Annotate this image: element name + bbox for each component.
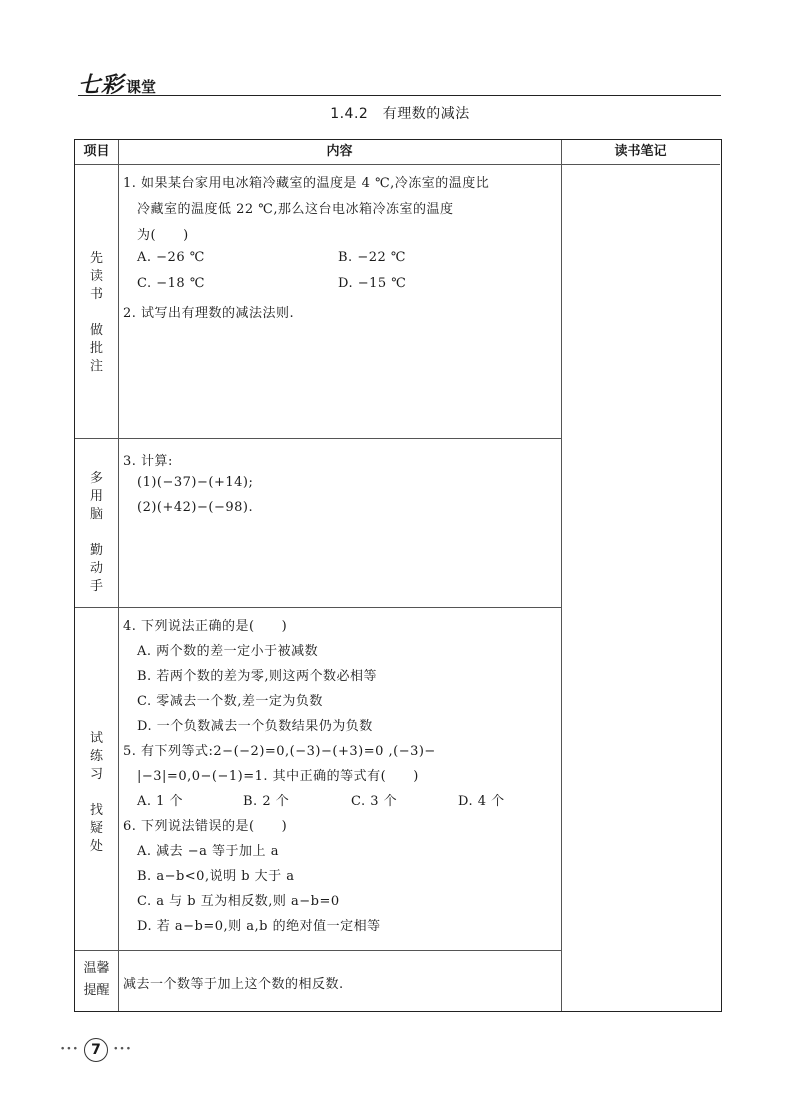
question-3-part-1: (1)(−37)−(+14); [137,475,254,490]
question-4-stem: 4. 下列说法正确的是( ) [123,619,288,634]
row-divider [75,438,561,439]
footer-dots: ••• [60,1044,79,1055]
choice-d: D. 若 a−b=0,则 a,b 的绝对值一定相等 [137,919,381,934]
header-divider [75,164,720,165]
choice-b: B. a−b<0,说明 b 大于 a [137,869,295,884]
header-content: 内容 [326,144,353,159]
question-6-stem: 6. 下列说法错误的是( ) [123,819,288,834]
question-5-line: 5. 有下列等式:2−(−2)=0,(−3)−(+3)=0 ,(−3)− [123,744,436,759]
question-1-line: 冷藏室的温度低 22 ℃,那么这台电冰箱冷冻室的温度 [137,202,454,217]
choice-c: C. 3 个 [351,794,398,809]
choice-c: C. a 与 b 互为相反数,则 a−b=0 [137,894,340,909]
choice-b: B. 若两个数的差为零,则这两个数必相等 [137,669,377,684]
choice-b: B. 2 个 [243,794,290,809]
header-item: 项目 [83,144,110,159]
section-label-read: 先 读 书 做 批 注 [89,251,103,374]
header-notes: 读书笔记 [614,144,667,159]
brand-name: 七彩 [78,72,125,98]
choice-a: A. 两个数的差一定小于被减数 [137,644,319,659]
choice-a: A. 1 个 [137,794,184,809]
section-label-tip: 温馨 提醒 [83,961,110,998]
brand-logo [78,68,156,98]
column-divider [118,140,119,1011]
page-number: 7 [84,1038,108,1062]
row-divider [75,950,561,951]
question-1-line: 1. 如果某台家用电冰箱冷藏室的温度是 4 ℃,冷冻室的温度比 [123,176,490,191]
question-2: 2. 试写出有理数的减法法则. [123,306,295,321]
page-footer [60,1038,132,1062]
choice-d: D. 一个负数减去一个负数结果仍为负数 [137,719,373,734]
choice-a: A. −26 ℃ [137,250,205,265]
choice-c: C. 零减去一个数,差一定为负数 [137,694,323,709]
choice-b: B. −22 ℃ [338,250,406,265]
tip-text: 减去一个数等于加上这个数的相反数. [123,977,344,992]
section-label-practice: 试 练 习 找 疑 处 [89,731,103,854]
page-title: 1.4.2 有理数的减法 [330,106,470,122]
row-divider [75,607,561,608]
question-5-line: |−3|=0,0−(−1)=1. 其中正确的等式有( ) [137,769,419,784]
question-1-line: 为( ) [137,228,189,243]
column-divider [561,140,562,1011]
choice-d: D. −15 ℃ [338,276,407,291]
footer-dots: ••• [113,1044,133,1055]
choice-d: D. 4 个 [458,794,505,809]
choice-c: C. −18 ℃ [137,276,205,291]
choice-a: A. 减去 −a 等于加上 a [137,844,279,859]
section-label-think: 多 用 脑 勤 动 手 [89,471,103,594]
study-table [74,139,722,1012]
brand-subtitle: 课堂 [126,78,157,96]
header-rule [78,95,721,96]
question-3-stem: 3. 计算: [123,454,173,469]
question-3-part-2: (2)(+42)−(−98). [137,500,254,515]
